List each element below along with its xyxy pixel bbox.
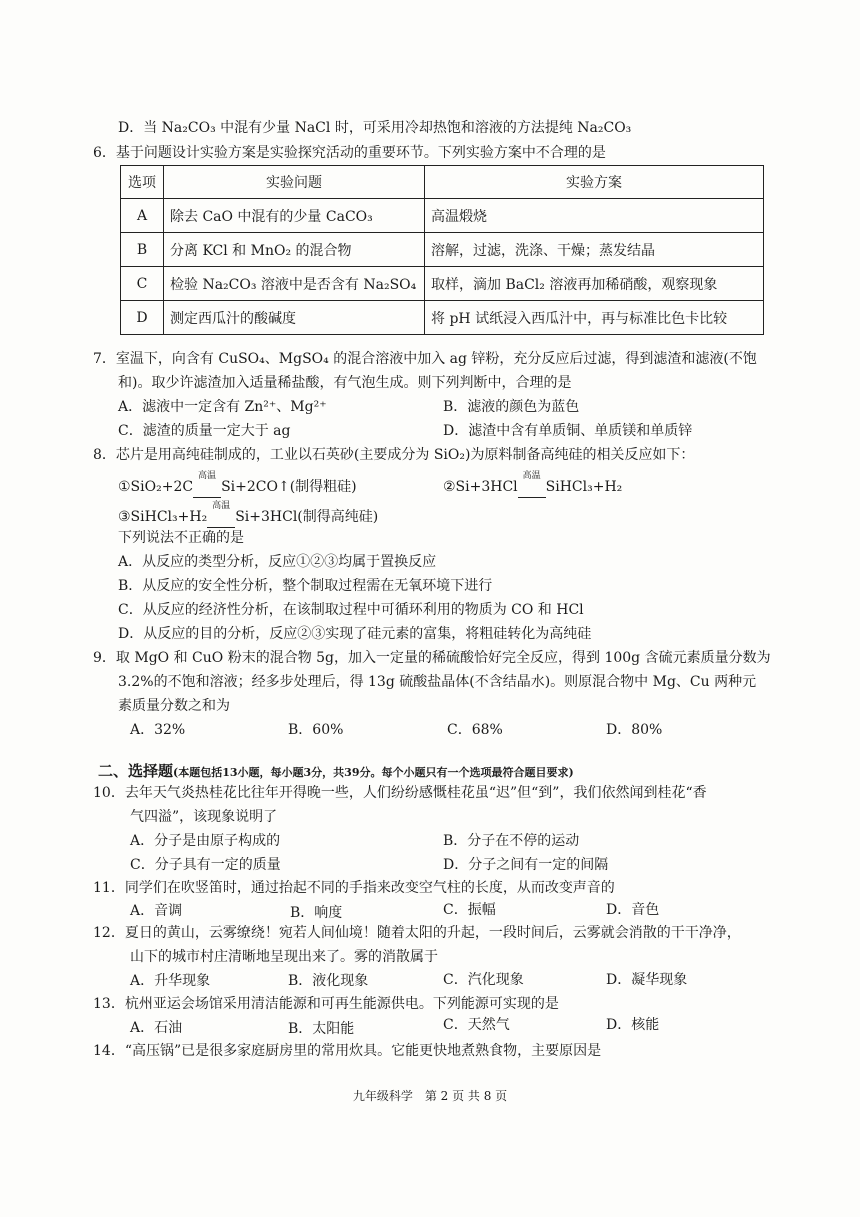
high-temperature-condition: 高温 xyxy=(212,501,231,511)
q8-reaction-1: ①SiO₂+2C 高温 Si+2CO↑(制得粗硅) xyxy=(118,477,357,498)
high-temperature-condition: 高温 xyxy=(522,471,541,481)
q13-option-a: A．石油 xyxy=(130,1020,183,1036)
q13-option-c: C．天然气 xyxy=(443,1017,510,1033)
q12-stem-line2: 山下的城市村庄清晰地呈现出来了。雾的消散属于 xyxy=(130,949,438,965)
table-header-row xyxy=(121,166,764,199)
q12-option-d: D．凝华现象 xyxy=(606,972,688,988)
q12-option-a: A．升华现象 xyxy=(130,973,211,989)
q10-option-b: B．分子在不停的运动 xyxy=(443,833,580,849)
q9-option-d: D．80% xyxy=(606,722,663,738)
q13-option-b: B．太阳能 xyxy=(288,1021,355,1037)
q7-option-b: B．滤液的颜色为蓝色 xyxy=(443,399,580,415)
q8-option-b: B．从反应的安全性分析，整个制取过程需在无氧环境下进行 xyxy=(118,578,493,594)
row-plan: 溶解，过滤，洗涤、干燥；蒸发结晶 xyxy=(425,233,764,267)
table-row xyxy=(121,301,764,335)
high-temperature-condition: 高温 xyxy=(198,471,217,481)
q8-ask: 下列说法不正确的是 xyxy=(118,530,244,546)
q7-stem-line1: 7．室温下，向含有 CuSO₄、MgSO₄ 的混合溶液中加入 ag 锌粉，充分反应后过滤，得到滤渣和滤液(不饱 xyxy=(93,351,757,367)
q7-option-d: D．滤渣中含有单质铜、单质镁和单质锌 xyxy=(443,423,693,439)
q8-reaction-2: ②Si+3HCl 高温 SiHCl₃+H₂ xyxy=(443,477,622,498)
q5-option-d: D．当 Na₂CO₃ 中混有少量 NaCl 时，可采用冷却热饱和溶液的方法提纯 Na₂CO₃ xyxy=(118,120,632,136)
q10-stem-line2: 气四溢”，该现象说明了 xyxy=(130,809,278,825)
row-plan: 取样，滴加 BaCl₂ 溶液再加稀硝酸，观察现象 xyxy=(425,267,764,301)
q10-option-d: D．分子之间有一定的间隔 xyxy=(443,857,609,873)
section-2-title: 二、选择题 xyxy=(98,762,174,780)
row-question: 检验 Na₂CO₃ 溶液中是否含有 Na₂SO₄ xyxy=(164,267,425,301)
q10-option-c: C．分子具有一定的质量 xyxy=(130,857,281,873)
q9-stem-line2: 3.2%的不饱和溶液；经多步处理后，得 13g 硫酸盐晶体(不含结晶水)。则原混合物中 Mg、Cu 两种元 xyxy=(118,674,757,690)
q11-option-a: A．音调 xyxy=(130,903,183,919)
table-row xyxy=(121,199,764,233)
q7-stem-line2: 和)。取少许滤渣加入适量稀盐酸，有气泡生成。则下列判断中，合理的是 xyxy=(118,375,572,391)
q8-reaction-3: ③SiHCl₃+H₂ 高温 Si+3HCl(制得高纯硅) xyxy=(118,507,378,528)
row-option: B xyxy=(121,233,164,267)
q11-option-b: B．响度 xyxy=(290,905,343,921)
q6-stem: 6．基于问题设计实验方案是实验探究活动的重要环节。下列实验方案中不合理的是 xyxy=(93,145,606,161)
q12-option-b: B．液化现象 xyxy=(288,973,369,989)
q9-option-a: A．32% xyxy=(130,722,186,738)
q8-option-d: D．从反应的目的分析，反应②③实现了硅元素的富集，将粗硅转化为高纯硅 xyxy=(118,626,592,642)
q13-stem: 13．杭州亚运会场馆采用清洁能源和可再生能源供电。下列能源可实现的是 xyxy=(93,996,559,1012)
q9-stem-line3: 素质量分数之和为 xyxy=(118,698,230,714)
row-question: 除去 CaO 中混有的少量 CaCO₃ xyxy=(164,199,425,233)
header-plan: 实验方案 xyxy=(425,166,764,199)
row-option: D xyxy=(121,301,164,335)
q12-option-c: C．汽化现象 xyxy=(443,972,524,988)
q8-stem: 8．芯片是用高纯硅制成的，工业以石英砂(主要成分为 SiO₂)为原料制备高纯硅的相关反应如下： xyxy=(93,447,695,463)
q11-option-c: C．振幅 xyxy=(443,902,496,918)
section-2-note: (本题包括13小题，每小题3分，共39分。每个小题只有一个选项最符合题目要求) xyxy=(173,766,574,779)
q8-option-c: C．从反应的经济性分析，在该制取过程中可循环利用的物质为 CO 和 HCl xyxy=(118,602,584,618)
row-plan: 高温煅烧 xyxy=(425,199,764,233)
q10-stem-line1: 10．去年天气炎热桂花比往年开得晚一些，人们纷纷感慨桂花虽“迟”但“到”，我们依然闻到桂花“香 xyxy=(93,785,707,801)
section-2-heading xyxy=(98,761,574,783)
q9-option-c: C．68% xyxy=(447,722,503,738)
q7-option-c: C．滤渣的质量一定大于 ag xyxy=(118,423,291,439)
table-row xyxy=(121,233,764,267)
row-option: C xyxy=(121,267,164,301)
row-question: 测定西瓜汁的酸碱度 xyxy=(164,301,425,335)
q13-option-d: D．核能 xyxy=(606,1017,660,1033)
q9-stem-line1: 9．取 MgO 和 CuO 粉末的混合物 5g，加入一定量的稀硫酸恰好完全反应，得到 100g 含硫元素质量分数为 xyxy=(93,650,771,666)
q6-table xyxy=(120,165,764,335)
q11-option-d: D．音色 xyxy=(606,902,660,918)
page-footer: 九年级科学 第 2 页 共 8 页 xyxy=(352,1089,508,1103)
row-plan: 将 pH 试纸浸入西瓜汁中，再与标准比色卡比较 xyxy=(425,301,764,335)
q14-stem: 14．“高压锅”已是很多家庭厨房里的常用炊具。它能更快地煮熟食物，主要原因是 xyxy=(93,1043,602,1059)
q8-option-a: A．从反应的类型分析，反应①②③均属于置换反应 xyxy=(118,554,437,570)
q10-option-a: A．分子是由原子构成的 xyxy=(130,833,281,849)
header-option: 选项 xyxy=(121,166,164,199)
q11-stem: 11．同学们在吹竖笛时，通过抬起不同的手指来改变空气柱的长度，从而改变声音的 xyxy=(93,880,615,896)
q12-stem-line1: 12．夏日的黄山，云雾缭绕！宛若人间仙境！随着太阳的升起，一段时间后，云雾就会消散的干干净净， xyxy=(93,925,741,941)
q9-option-b: B．60% xyxy=(288,722,344,738)
q7-option-a: A．滤液中一定含有 Zn²⁺、Mg²⁺ xyxy=(118,399,327,415)
row-question: 分离 KCl 和 MnO₂ 的混合物 xyxy=(164,233,425,267)
header-question: 实验问题 xyxy=(164,166,425,199)
row-option: A xyxy=(121,199,164,233)
table-row xyxy=(121,267,764,301)
